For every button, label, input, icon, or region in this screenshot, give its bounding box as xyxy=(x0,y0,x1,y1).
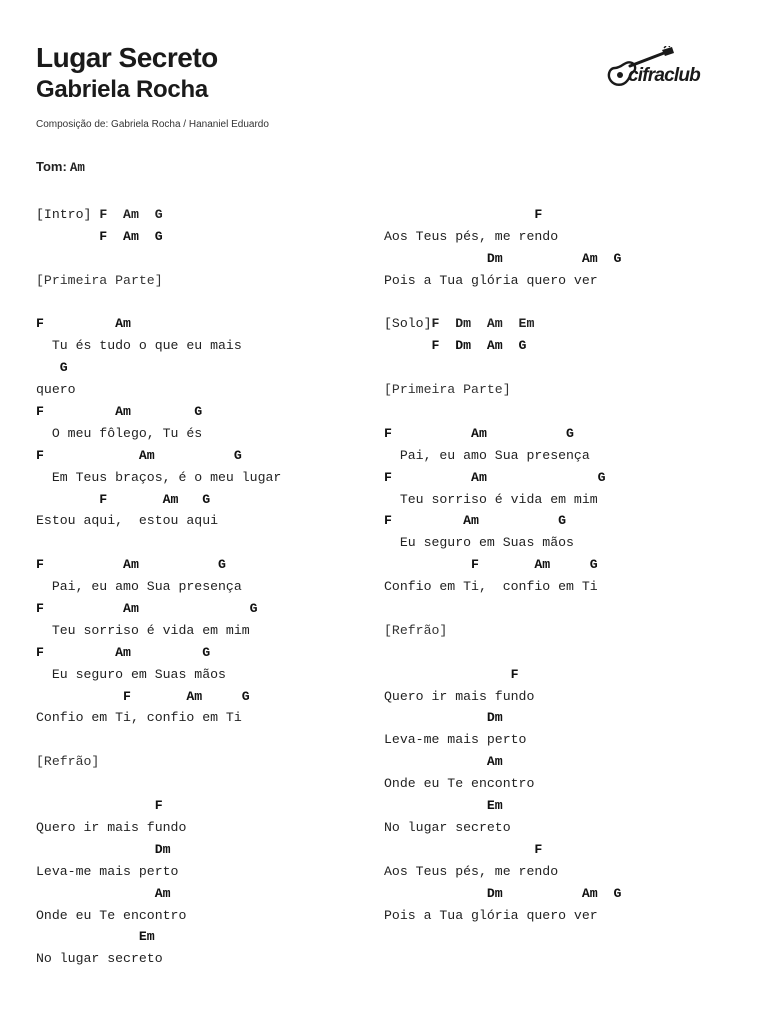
artist-name: Gabriela Rocha xyxy=(36,76,208,103)
lyric-line: Onde eu Te encontro xyxy=(36,907,187,923)
lyric-line: Teu sorriso é vida em mim xyxy=(36,622,250,638)
section-label: [Primeira Parte] xyxy=(384,382,511,398)
chord-line: Em xyxy=(36,929,155,945)
blank-line xyxy=(36,248,281,270)
chord-line: F Am G xyxy=(36,557,226,573)
blank-line xyxy=(384,292,621,314)
lyric-line: Pai, eu amo Sua presença xyxy=(36,579,242,595)
chord-line: F Am G xyxy=(384,425,574,441)
blank-line xyxy=(36,292,281,314)
chord-column-left xyxy=(36,204,281,970)
guitar-icon xyxy=(606,46,722,96)
lyric-line: Quero ir mais fundo xyxy=(36,819,187,835)
lyric-line: Pois a Tua glória quero ver xyxy=(384,907,598,923)
blank-line xyxy=(384,357,621,379)
blank-line xyxy=(36,532,281,554)
lyric-line: Eu seguro em Suas mãos xyxy=(384,535,574,551)
song-title: Lugar Secreto xyxy=(36,42,218,73)
chord-line: F Am xyxy=(36,316,131,332)
chord-line: F Am G xyxy=(36,644,211,660)
lyric-line: Aos Teus pés, me rendo xyxy=(384,863,559,879)
chord-line: G xyxy=(36,360,68,376)
chord-line: F Dm Am Em xyxy=(431,316,535,332)
chord-line: F Am G xyxy=(36,601,258,617)
chord-line: F Am G xyxy=(36,688,250,704)
lyric-line: quero xyxy=(36,382,76,398)
chord-line: F Am G xyxy=(36,228,163,244)
blank-line xyxy=(36,773,281,795)
lyric-line: Confio em Ti, confio em Ti xyxy=(384,579,598,595)
lyric-line: Leva-me mais perto xyxy=(384,732,527,748)
chord-line: F xyxy=(384,666,519,682)
chord-line: Am xyxy=(36,885,171,901)
chord-line: Am xyxy=(384,754,503,770)
blank-line xyxy=(384,401,621,423)
blank-line xyxy=(384,642,621,664)
section-label: [Intro] xyxy=(36,207,92,222)
composition-credits: Composição de: Gabriela Rocha / Hananiel Eduardo xyxy=(36,119,269,130)
lyric-line: Eu seguro em Suas mãos xyxy=(36,666,226,682)
chord-line: F Am G xyxy=(384,557,598,573)
logo-wordmark: cifraclub xyxy=(628,65,700,86)
blank-line xyxy=(36,729,281,751)
lyric-line: Estou aqui, estou aqui xyxy=(36,513,219,529)
section-label: [Primeira Parte] xyxy=(36,272,163,288)
chord-line: F xyxy=(384,207,543,222)
lyric-line: Quero ir mais fundo xyxy=(384,688,535,704)
cifraclub-logo xyxy=(606,46,722,96)
lyric-line: Aos Teus pés, me rendo xyxy=(384,228,559,244)
chord-line: Dm xyxy=(384,710,503,726)
chord-column-right xyxy=(384,204,621,926)
chord-line: F Am G xyxy=(36,404,203,420)
lyric-line: O meu fôlego, Tu és xyxy=(36,425,203,441)
lyric-line: Pois a Tua glória quero ver xyxy=(384,272,598,288)
song-key xyxy=(36,159,85,175)
chord-line: F Am G xyxy=(384,469,606,485)
lyric-line: No lugar secreto xyxy=(36,951,163,967)
chord-line: Dm Am G xyxy=(384,250,622,266)
chord-line: F Am G xyxy=(91,207,163,222)
key-value: Am xyxy=(69,161,85,175)
chord-line: Dm Am G xyxy=(384,885,622,901)
lyric-line: Leva-me mais perto xyxy=(36,863,179,879)
lyric-line: Teu sorriso é vida em mim xyxy=(384,491,598,507)
blank-line xyxy=(384,598,621,620)
chord-line: F Am G xyxy=(36,447,242,463)
lyric-line: No lugar secreto xyxy=(384,819,511,835)
chord-line: F Am G xyxy=(36,491,211,507)
section-label: [Solo] xyxy=(384,316,432,332)
lyric-line: Onde eu Te encontro xyxy=(384,776,535,792)
chord-line: Dm xyxy=(36,841,171,857)
section-label: [Refrão] xyxy=(384,622,448,638)
lyric-line: Tu és tudo o que eu mais xyxy=(36,338,242,354)
chord-line: F Am G xyxy=(384,513,567,529)
chord-line: F Dm Am G xyxy=(384,338,527,354)
section-label: [Refrão] xyxy=(36,754,100,770)
lyric-line: Pai, eu amo Sua presença xyxy=(384,447,590,463)
lyric-line: Em Teus braços, é o meu lugar xyxy=(36,469,282,485)
chord-line: F xyxy=(384,841,543,857)
lyric-line: Confio em Ti, confio em Ti xyxy=(36,710,242,726)
key-label: Tom: xyxy=(36,159,67,174)
section-chord-line xyxy=(384,313,621,335)
chord-line: Em xyxy=(384,798,503,814)
section-chord-line xyxy=(36,204,281,226)
chord-line: F xyxy=(36,798,163,814)
